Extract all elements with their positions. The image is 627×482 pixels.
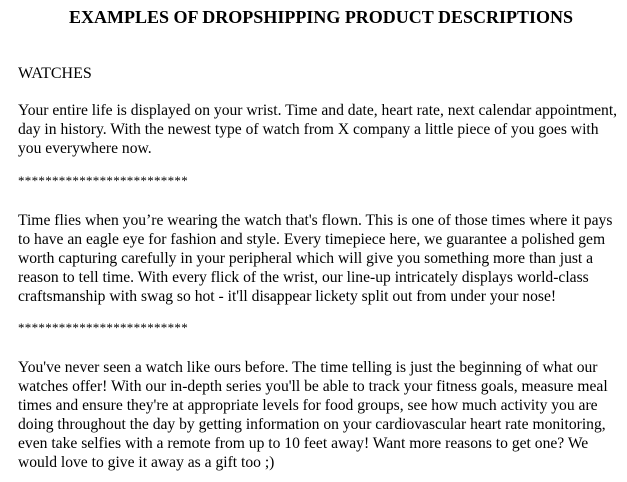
description-paragraph-3: You've never seen a watch like ours before. The time telling is just the beginning of what our watches offer! With our in-depth series you'll be able to track your fitness goals, measure meal times and ensure they're at appropriate levels for food groups, see how much activity you are doing throughout the day by getting information on your cardiovascular heart rate monitoring, even take selfies with a remote from up to 10 feet away! Want more reasons to get one? We would love to give it away as a gift too ;) <box>18 359 608 471</box>
description-paragraph-1: Your entire life is displayed on your wrist. Time and date, heart rate, next calendar appointment, day in history. With the newest type of watch from X company a little piece of you goes with you everywhere now. <box>18 102 618 157</box>
separator-line-1: ************************* <box>18 173 188 188</box>
document-title: EXAMPLES OF DROPSHIPPING PRODUCT DESCRIPTIONS <box>68 7 574 27</box>
section-heading-watches: WATCHES <box>18 65 92 82</box>
description-paragraph-2: Time flies when you’re wearing the watch that's flown. This is one of those times where it pays to have an eagle eye for fashion and style. Every timepiece here, we guarantee a polished gem worth capturing carefully in your peripheral which will give you something more than just a reason to tell time. With every flick of the wrist, our line-up intricately displays world-class craftsmanship with swag so hot - it'll disappear lickety split out from under your nose! <box>18 212 613 305</box>
separator-line-2: ************************* <box>18 320 188 335</box>
